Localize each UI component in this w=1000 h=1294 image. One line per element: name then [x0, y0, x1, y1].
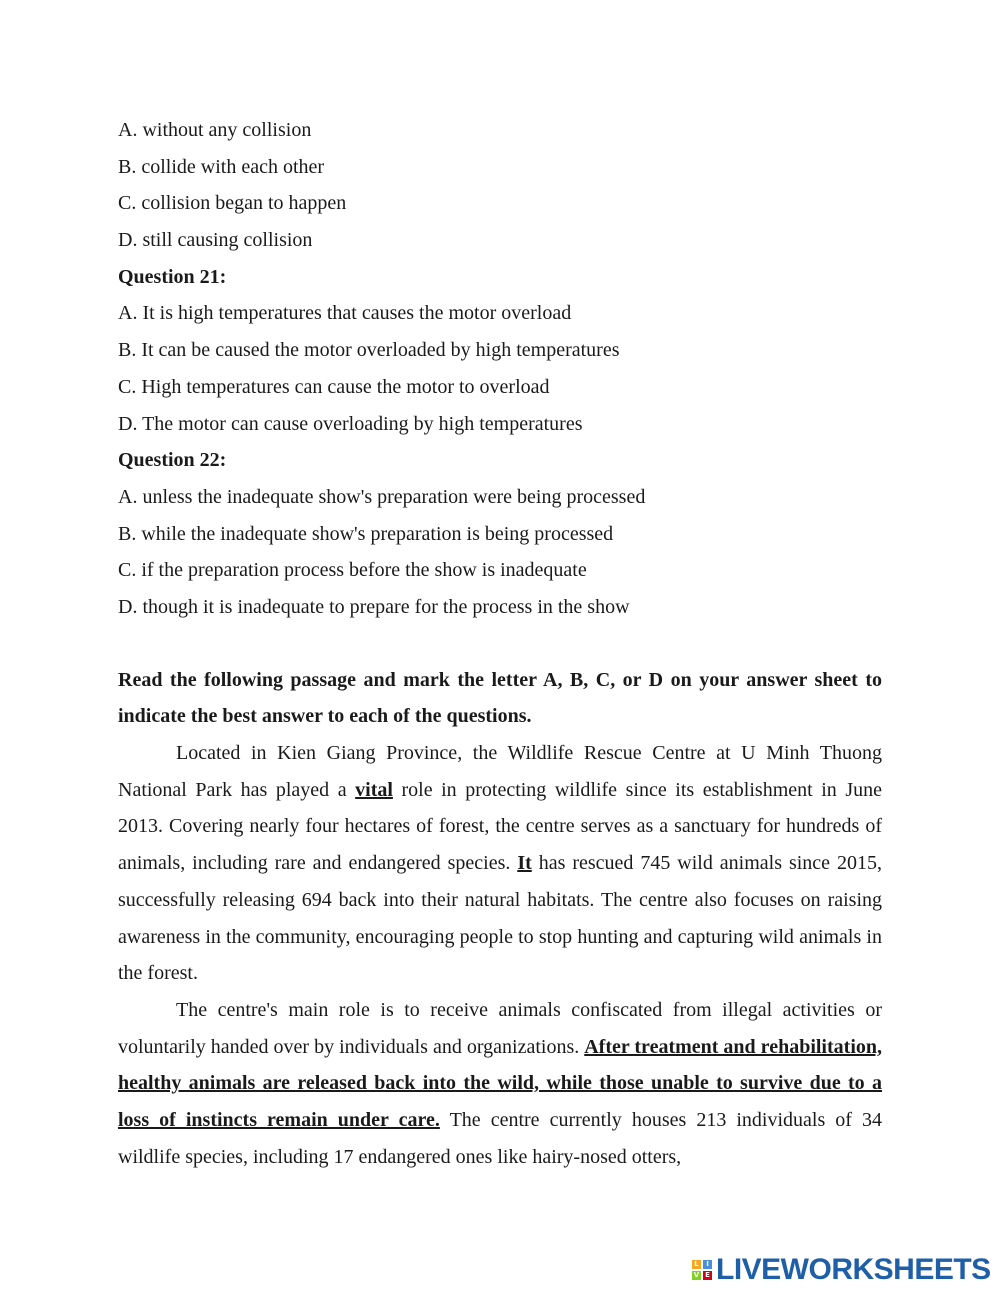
passage-paragraph-1	[118, 735, 882, 992]
q21-option-d: D. The motor can cause overloading by high temperatures	[118, 412, 583, 435]
logo-letter-i: I	[703, 1260, 712, 1269]
worksheet-page	[118, 112, 882, 1175]
logo-text: LIVEWORKSHEETS	[716, 1253, 991, 1286]
underlined-word-it: It	[517, 852, 532, 875]
liveworksheets-logo	[692, 1253, 991, 1287]
passage-paragraph-2	[118, 992, 882, 1176]
q20-option-b: B. collide with each other	[118, 155, 325, 178]
p1-text-1: Located in Kien Giang Province, the Wildlife Rescue Centre at U Minh Thuong National Park has played a	[118, 742, 882, 801]
q21-option-a: A. It is high temperatures that causes the motor overload	[118, 302, 572, 325]
section-gap	[118, 626, 882, 662]
underlined-word-vital: vital	[355, 778, 393, 801]
q20-option-d: D. still causing collision	[118, 229, 313, 252]
logo-mark-icon	[692, 1260, 712, 1280]
q20-option-a: A. without any collision	[118, 119, 312, 141]
q22-option-c: C. if the preparation process before the show is inadequate	[118, 559, 587, 582]
q21-option-b: B. It can be caused the motor overloaded by high temperatures	[118, 339, 620, 362]
p1-text-2: role in protecting wildlife since its establishment in June 2013. Covering nearly four hectares of forest, the centre serves as a sanctuary for hundreds of animals, including rare and endangered species.	[118, 778, 883, 875]
q22-option-d: D. though it is inadequate to prepare for the process in the show	[118, 595, 630, 618]
reading-instruction: Read the following passage and mark the letter A, B, C, or D on your answer sheet to indicate the best answer to each of the questions.	[118, 668, 882, 728]
logo-letter-v: V	[693, 1271, 700, 1279]
question-21-heading: Question 21:	[118, 265, 227, 288]
q21-option-c: C. High temperatures can cause the motor to overload	[118, 375, 550, 398]
q22-option-b: B. while the inadequate show's preparation is being processed	[118, 522, 614, 545]
q22-option-a: A. unless the inadequate show's preparation were being processed	[118, 485, 646, 508]
underlined-sentence: After treatment and rehabilitation, healthy animals are released back into the wild, while those unable to survive due to a loss of instincts remain under care.	[118, 1035, 882, 1132]
p2-text-2: The centre currently houses 213 individuals of 34 wildlife species, including 17 endangered ones like hairy-nosed otters,	[118, 1109, 882, 1168]
q20-option-c: C. collision began to happen	[118, 192, 347, 215]
logo-letter-e: E	[703, 1271, 712, 1280]
question-22-heading: Question 22:	[118, 449, 227, 472]
p1-text-3: has rescued 745 wild animals since 2015, successfully releasing 694 back into their natural habitats. The centre also focuses on raising awareness in the community, encouraging people to stop hunting and capturing wild animals in the forest.	[118, 852, 882, 985]
logo-letter-l: L	[692, 1260, 701, 1269]
p2-text-1: The centre's main role is to receive animals confiscated from illegal activities or voluntarily handed over by individuals and organizations.	[118, 998, 882, 1058]
